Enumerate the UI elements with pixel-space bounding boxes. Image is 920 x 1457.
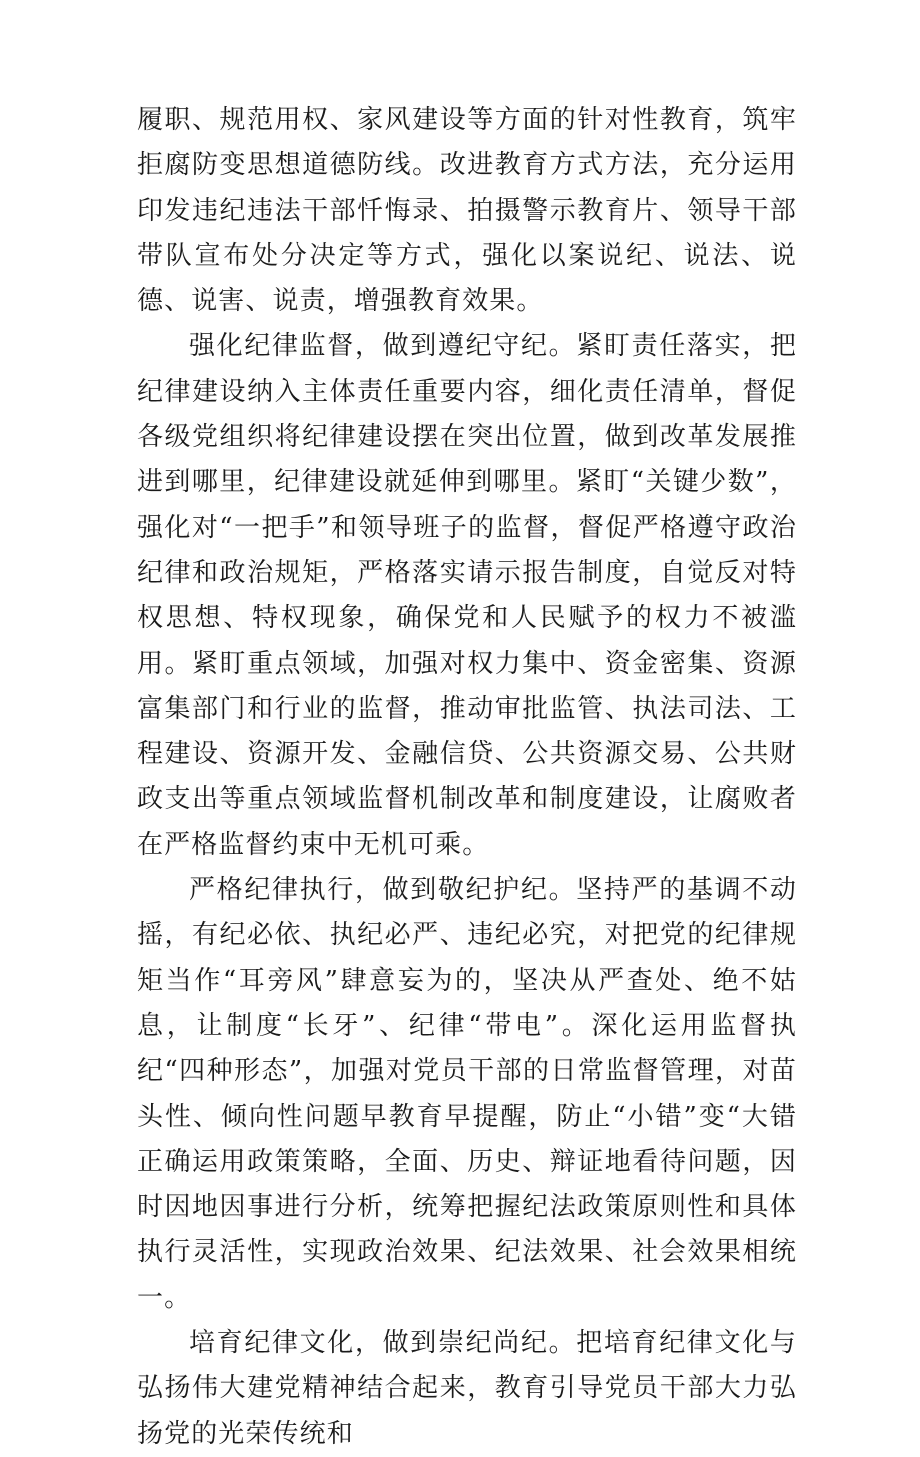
paragraph-discipline-enforcement: 严格纪律执行，做到敬纪护纪。坚持严的基调不动摇，有纪必依、执纪必严、违纪必究，对把党的纪律规矩当作“耳旁风”肆意妄为的，坚决从严查处、绝不姑息，让制度“长牙”、纪律“带电”。深化运用监督执纪“四种形态”，加强对党员干部的日常监督管理，对苗头性、倾向性问题早教育早提醒，防止“小错”变“大错正确运用政策策略，全面、历史、辩证地看待问题，因时因地因事进行分析，统筹把握纪法政策原则性和具体执行灵活性，实现政治效果、纪法效果、社会效果相统一。 (137, 875, 797, 1313)
paragraph-education-continued: 履职、规范用权、家风建设等方面的针对性教育，筑牢拒腐防变思想道德防线。改进教育方式方法，充分运用印发违纪违法干部忏悔录、拍摄警示教育片、领导干部带队宣布处分决定等方式，强化以案说纪、说法、说德、说害、说责，增强教育效果。 (137, 105, 797, 317)
document-body (137, 98, 797, 1457)
paragraph-discipline-supervision: 强化纪律监督，做到遵纪守纪。紧盯责任落实，把纪律建设纳入主体责任重要内容，细化责任清单，督促各级党组织将纪律建设摆在突出位置，做到改革发展推进到哪里，纪律建设就延伸到哪里。紧盯“关键少数”，强化对“一把手”和领导班子的监督，督促严格遵守政治纪律和政治规矩，严格落实请示报告制度，自觉反对特权思想、特权现象，确保党和人民赋予的权力不被滥用。紧盯重点领域，加强对权力集中、资金密集、资源富集部门和行业的监督，推动审批监管、执法司法、工程建设、资源开发、金融信贷、公共资源交易、公共财政支出等重点领域监督机制改革和制度建设，让腐败者在严格监督约束中无机可乘。 (137, 331, 797, 860)
paragraph-discipline-culture: 培育纪律文化，做到崇纪尚纪。把培育纪律文化与弘扬伟大建党精神结合起来，教育引导党员干部大力弘扬党的光荣传统和 (137, 1328, 797, 1449)
